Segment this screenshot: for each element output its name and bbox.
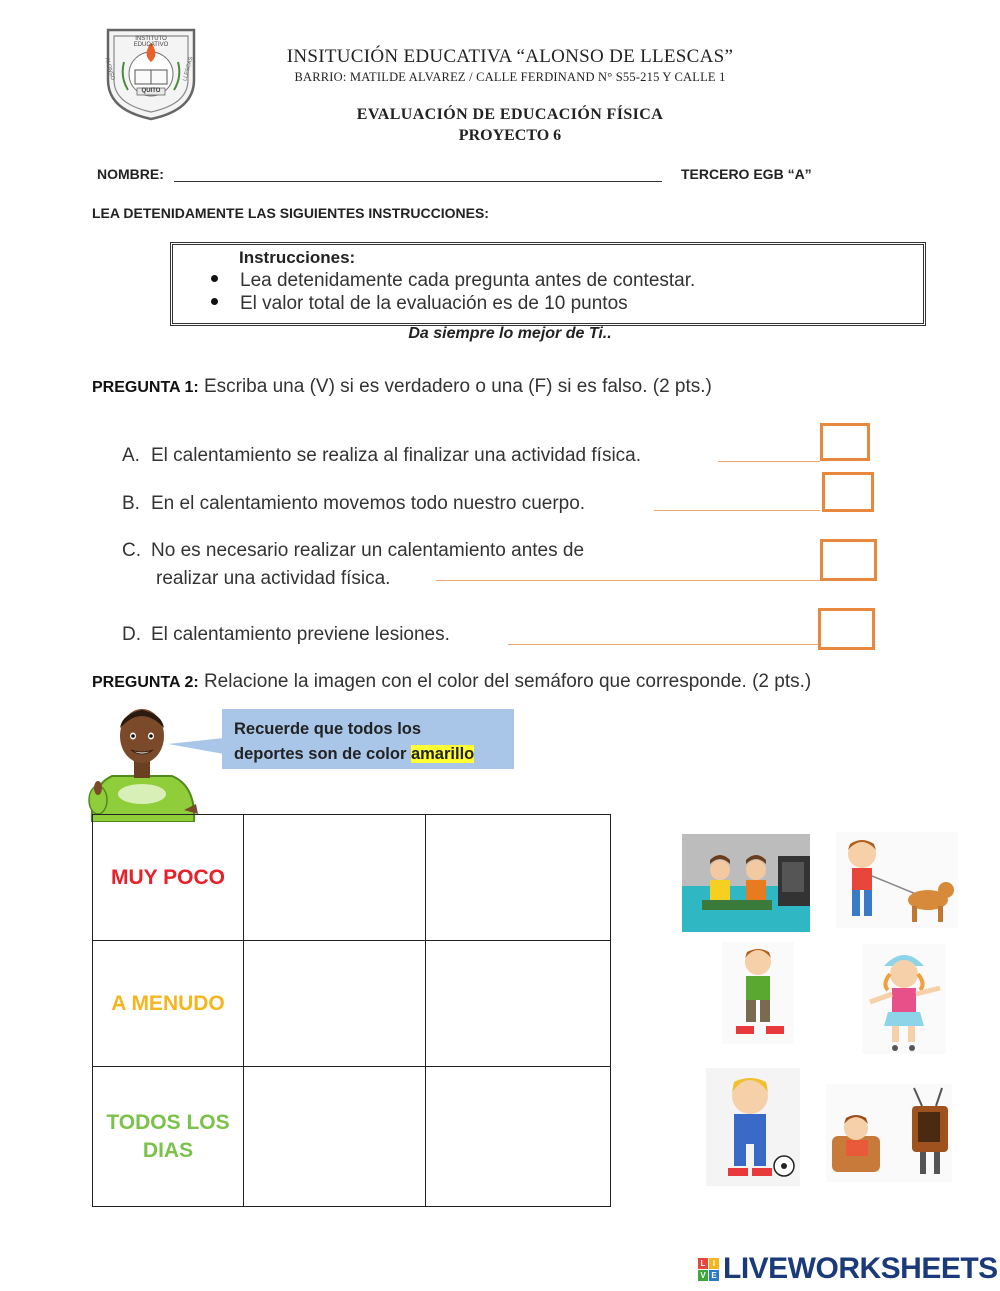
tf-item-b: B. En el calentamiento movemos todo nuestro cuerpo. xyxy=(122,493,586,514)
category-a-menudo: A MENUDO xyxy=(111,991,225,1015)
tf-item-d: D. El calentamiento previene lesiones. xyxy=(122,624,450,645)
drop-zone[interactable] xyxy=(244,1067,426,1207)
table-row xyxy=(93,815,611,941)
question-2-text: Relacione la imagen con el color del semáforo que corresponde. (2 pts.) xyxy=(203,671,812,692)
traffic-light-table xyxy=(92,814,611,1207)
school-address: BARRIO: MATILDE ALVAREZ / CALLE FERDINAND N° S55-215 Y CALLE 1 xyxy=(294,70,726,84)
image-watching-tv[interactable] xyxy=(826,1084,952,1182)
answer-box-b[interactable] xyxy=(822,472,874,512)
liveworksheets-logo[interactable]: LIVEWORKSHEETS xyxy=(723,1252,998,1285)
instructions-box xyxy=(170,242,926,326)
crest-left-text: ALONSO xyxy=(103,57,116,81)
evaluation-subtitle: PROYECTO 6 xyxy=(458,127,562,144)
question-1-label: PREGUNTA 1: xyxy=(92,379,199,396)
crest-top-text: INSTITUTO EDUCATIVO xyxy=(133,36,169,48)
category-todos-los-dias: TODOS LOS DIAS xyxy=(106,1110,230,1162)
motto: Da siempre lo mejor de Ti.. xyxy=(408,325,612,342)
question-2-label: PREGUNTA 2: xyxy=(92,674,199,691)
instruction-item: El valor total de la evaluación es de 10 puntos xyxy=(211,293,628,315)
evaluation-title: EVALUACIÓN DE EDUCACIÓN FÍSICA xyxy=(356,106,664,123)
highlighted-word: amarillo xyxy=(410,745,475,763)
answer-line xyxy=(508,644,818,645)
drop-zone[interactable] xyxy=(244,941,426,1067)
image-skating-girl[interactable] xyxy=(862,944,946,1054)
category-cell xyxy=(93,1067,244,1207)
answer-line xyxy=(718,461,820,462)
answer-box-a[interactable] xyxy=(820,423,870,461)
bubble-pointer xyxy=(168,738,224,754)
school-crest xyxy=(102,22,200,122)
drop-zone[interactable] xyxy=(244,815,426,941)
answer-line xyxy=(436,580,820,581)
question-1-text: Escriba una (V) si es verdadero o una (F) si es falso. (2 pts.) xyxy=(203,376,712,397)
drop-zone[interactable] xyxy=(426,1067,611,1207)
answer-line xyxy=(654,510,820,511)
crest-bottom-text: QUITO xyxy=(141,88,161,94)
crest-right-text: LLESCAS xyxy=(182,56,195,82)
read-instruction: LEA DETENIDAMENTE LAS SIGUIENTES INSTRUCCIONES: xyxy=(92,205,489,221)
category-cell xyxy=(93,815,244,941)
mascot-icon xyxy=(82,700,202,822)
drop-zone[interactable] xyxy=(426,941,611,1067)
grade-label: TERCERO EGB “A” xyxy=(681,166,812,182)
tf-item-a: A. El calentamiento se realiza al finalizar una actividad física. xyxy=(122,445,642,466)
name-field[interactable] xyxy=(174,181,662,182)
image-soccer-boy[interactable] xyxy=(706,1068,800,1186)
tf-item-c: C. No es necesario realizar un calentamiento antes de xyxy=(122,540,585,561)
bullet-icon xyxy=(211,275,218,282)
answer-box-d[interactable] xyxy=(818,608,875,650)
category-muy-poco: MUY POCO xyxy=(111,865,225,889)
bullet-icon xyxy=(211,298,218,305)
name-label: NOMBRE: xyxy=(97,166,164,182)
question-2-prompt xyxy=(92,671,811,693)
instructions-title: Instrucciones: xyxy=(239,248,356,267)
category-cell xyxy=(93,941,244,1067)
mascot-illustration xyxy=(82,700,202,822)
image-running-boy[interactable] xyxy=(722,942,794,1044)
image-walking-dog[interactable] xyxy=(836,832,958,928)
speech-bubble xyxy=(222,709,514,769)
school-name: INSITUCIÓN EDUCATIVA “ALONSO DE LLESCAS” xyxy=(286,46,734,67)
table-row xyxy=(93,941,611,1067)
drop-zone[interactable] xyxy=(426,815,611,941)
bubble-text: Recuerde que todos los deportes son de color amarillo xyxy=(234,720,475,763)
tf-item-c-continued: realizar una actividad física. xyxy=(156,568,391,589)
table-row xyxy=(93,1067,611,1207)
question-1-prompt xyxy=(92,376,712,398)
instruction-item: Lea detenidamente cada pregunta antes de contestar. xyxy=(211,270,695,292)
answer-box-c[interactable] xyxy=(820,539,877,581)
image-video-games[interactable] xyxy=(682,834,810,932)
liveworksheets-logo-icon: L I V E xyxy=(698,1258,720,1282)
